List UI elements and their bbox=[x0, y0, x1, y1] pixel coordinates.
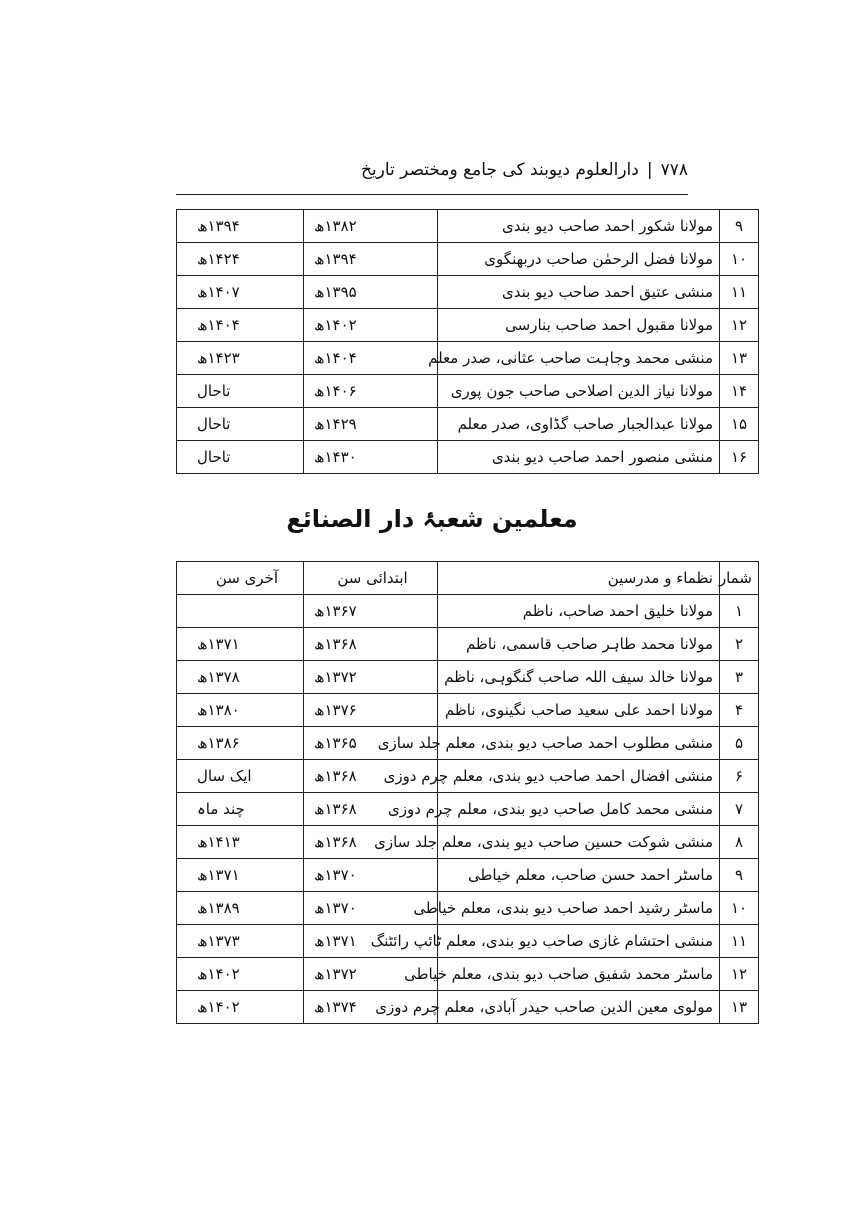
row-serial: ۱۱ bbox=[720, 925, 759, 958]
table-row bbox=[177, 991, 759, 1024]
header-separator: | bbox=[646, 160, 653, 180]
section-title: معلمین شعبۂ دار الصنائع bbox=[286, 505, 578, 533]
table-row bbox=[177, 727, 759, 760]
table-row bbox=[177, 826, 759, 859]
header-serial: شمار bbox=[720, 562, 759, 595]
row-start-year: ۱۳۹۴ھ bbox=[304, 243, 438, 276]
row-name: مولانا عبدالجبار صاحب گڈاوی، صدر معلم bbox=[438, 408, 720, 441]
row-name: مولانا مقبول احمد صاحب بنارسی bbox=[438, 309, 720, 342]
row-serial: ۶ bbox=[720, 760, 759, 793]
row-serial: ۱۳ bbox=[720, 991, 759, 1024]
header-end-year: آخری سن bbox=[177, 562, 304, 595]
row-name: مولانا شکور احمد صاحب دیو بندی bbox=[438, 210, 720, 243]
row-end-year: تاحال bbox=[177, 375, 304, 408]
row-name: منشی احتشام غازی صاحب دیو بندی، معلم ٹائپ رائٹنگ bbox=[438, 925, 720, 958]
row-start-year: ۱۳۷۲ھ bbox=[304, 661, 438, 694]
row-end-year: ۱۴۰۴ھ bbox=[177, 309, 304, 342]
row-end-year: ۱۴۱۳ھ bbox=[177, 826, 304, 859]
row-serial: ۴ bbox=[720, 694, 759, 727]
page-header bbox=[360, 160, 688, 190]
row-start-year: ۱۳۷۰ھ bbox=[304, 859, 438, 892]
row-name: مولانا خالد سیف اللہ صاحب گنگوہی، ناظم bbox=[438, 661, 720, 694]
row-serial: ۱۴ bbox=[720, 375, 759, 408]
table-row bbox=[177, 408, 759, 441]
table-row bbox=[177, 925, 759, 958]
row-end-year: ۱۳۹۴ھ bbox=[177, 210, 304, 243]
teachers-table-continued bbox=[176, 209, 759, 474]
row-start-year: ۱۴۰۶ھ bbox=[304, 375, 438, 408]
row-end-year: ۱۴۰۲ھ bbox=[177, 958, 304, 991]
row-name: مولانا نیاز الدین اصلاحی صاحب جون پوری bbox=[438, 375, 720, 408]
row-name: منشی مطلوب احمد صاحب دیو بندی، معلم جلد سازی bbox=[438, 727, 720, 760]
table-row bbox=[177, 276, 759, 309]
teachers-table-body bbox=[177, 210, 759, 474]
table-row bbox=[177, 210, 759, 243]
book-title: دارالعلوم دیوبند کی جامع ومختصر تاریخ bbox=[360, 160, 639, 180]
row-end-year: ۱۴۰۷ھ bbox=[177, 276, 304, 309]
header-start-year: ابتدائی سن bbox=[304, 562, 438, 595]
row-end-year: ۱۳۸۶ھ bbox=[177, 727, 304, 760]
row-end-year: ۱۳۷۱ھ bbox=[177, 859, 304, 892]
row-serial: ۷ bbox=[720, 793, 759, 826]
row-start-year: ۱۳۷۴ھ bbox=[304, 991, 438, 1024]
row-name: مولانا محمد طاہر صاحب قاسمی، ناظم bbox=[438, 628, 720, 661]
row-start-year: ۱۳۷۰ھ bbox=[304, 892, 438, 925]
row-start-year: ۱۳۶۵ھ bbox=[304, 727, 438, 760]
dar-ul-sanaye-table-body bbox=[177, 595, 759, 1024]
row-end-year: ۱۴۲۴ھ bbox=[177, 243, 304, 276]
row-end-year: ۱۴۲۳ھ bbox=[177, 342, 304, 375]
table-row bbox=[177, 958, 759, 991]
row-start-year: ۱۳۶۸ھ bbox=[304, 760, 438, 793]
row-serial: ۳ bbox=[720, 661, 759, 694]
row-serial: ۸ bbox=[720, 826, 759, 859]
row-end-year: ۱۴۰۲ھ bbox=[177, 991, 304, 1024]
row-name: منشی منصور احمد صاحب دیو بندی bbox=[438, 441, 720, 474]
row-name: مولانا خلیق احمد صاحب، ناظم bbox=[438, 595, 720, 628]
table-row bbox=[177, 793, 759, 826]
table-row bbox=[177, 892, 759, 925]
row-serial: ۹ bbox=[720, 210, 759, 243]
row-name: مولوی معین الدین صاحب حیدر آبادی، معلم چرم دوزی bbox=[438, 991, 720, 1024]
row-serial: ۱۱ bbox=[720, 276, 759, 309]
row-end-year: تاحال bbox=[177, 441, 304, 474]
row-end-year: ۱۳۷۱ھ bbox=[177, 628, 304, 661]
row-serial: ۹ bbox=[720, 859, 759, 892]
row-end-year: ۱۳۷۳ھ bbox=[177, 925, 304, 958]
row-end-year: تاحال bbox=[177, 408, 304, 441]
table-row bbox=[177, 859, 759, 892]
header-rule bbox=[176, 194, 688, 195]
row-start-year: ۱۳۷۲ھ bbox=[304, 958, 438, 991]
row-serial: ۱۶ bbox=[720, 441, 759, 474]
table-row bbox=[177, 661, 759, 694]
row-name: منشی محمد کامل صاحب دیو بندی، معلم چرم دوزی bbox=[438, 793, 720, 826]
page-number: ۷۷۸ bbox=[660, 160, 688, 180]
row-start-year: ۱۳۶۷ھ bbox=[304, 595, 438, 628]
row-serial: ۱۲ bbox=[720, 309, 759, 342]
table-row bbox=[177, 441, 759, 474]
row-serial: ۱۳ bbox=[720, 342, 759, 375]
row-start-year: ۱۳۷۶ھ bbox=[304, 694, 438, 727]
table-row bbox=[177, 628, 759, 661]
row-serial: ۱۰ bbox=[720, 892, 759, 925]
row-start-year: ۱۴۰۲ھ bbox=[304, 309, 438, 342]
row-name: منشی محمد وجاہت صاحب عثانی، صدر معلم bbox=[438, 342, 720, 375]
row-start-year: ۱۴۰۴ھ bbox=[304, 342, 438, 375]
row-start-year: ۱۳۹۵ھ bbox=[304, 276, 438, 309]
row-end-year: ۱۳۸۹ھ bbox=[177, 892, 304, 925]
row-start-year: ۱۳۷۱ھ bbox=[304, 925, 438, 958]
row-serial: ۱ bbox=[720, 595, 759, 628]
row-start-year: ۱۳۶۸ھ bbox=[304, 826, 438, 859]
row-serial: ۱۵ bbox=[720, 408, 759, 441]
row-end-year: چند ماہ bbox=[177, 793, 304, 826]
table-row bbox=[177, 309, 759, 342]
row-end-year: ایک سال bbox=[177, 760, 304, 793]
row-serial: ۵ bbox=[720, 727, 759, 760]
row-name: مولانا احمد علی سعید صاحب نگینوی، ناظم bbox=[438, 694, 720, 727]
row-serial: ۱۲ bbox=[720, 958, 759, 991]
row-end-year: ۱۳۸۰ھ bbox=[177, 694, 304, 727]
table-row bbox=[177, 694, 759, 727]
row-end-year bbox=[177, 595, 304, 628]
row-name: منشی شوکت حسین صاحب دیو بندی، معلم جلد سازی bbox=[438, 826, 720, 859]
row-serial: ۲ bbox=[720, 628, 759, 661]
row-start-year: ۱۳۸۲ھ bbox=[304, 210, 438, 243]
row-start-year: ۱۳۶۸ھ bbox=[304, 793, 438, 826]
row-name: ماسٹر محمد شفیق صاحب دیو بندی، معلم خیاطی bbox=[438, 958, 720, 991]
row-start-year: ۱۳۶۸ھ bbox=[304, 628, 438, 661]
dar-ul-sanaye-teachers-table bbox=[176, 561, 759, 1024]
table-row bbox=[177, 243, 759, 276]
table-row bbox=[177, 760, 759, 793]
row-name: منشی افضال احمد صاحب دیو بندی، معلم چرم دوزی bbox=[438, 760, 720, 793]
table-row bbox=[177, 342, 759, 375]
row-name: ماسٹر رشید احمد صاحب دیو بندی، معلم خیاطی bbox=[438, 892, 720, 925]
table-row bbox=[177, 375, 759, 408]
table-header-row bbox=[177, 562, 759, 595]
row-name: ماسٹر احمد حسن صاحب، معلم خیاطی bbox=[438, 859, 720, 892]
row-serial: ۱۰ bbox=[720, 243, 759, 276]
row-end-year: ۱۳۷۸ھ bbox=[177, 661, 304, 694]
row-start-year: ۱۴۳۰ھ bbox=[304, 441, 438, 474]
header-name: نظماء و مدرسین bbox=[438, 562, 720, 595]
table-row bbox=[177, 595, 759, 628]
row-start-year: ۱۴۲۹ھ bbox=[304, 408, 438, 441]
row-name: مولانا فضل الرحمٰن صاحب دربھنگوی bbox=[438, 243, 720, 276]
row-name: منشی عتیق احمد صاحب دیو بندی bbox=[438, 276, 720, 309]
